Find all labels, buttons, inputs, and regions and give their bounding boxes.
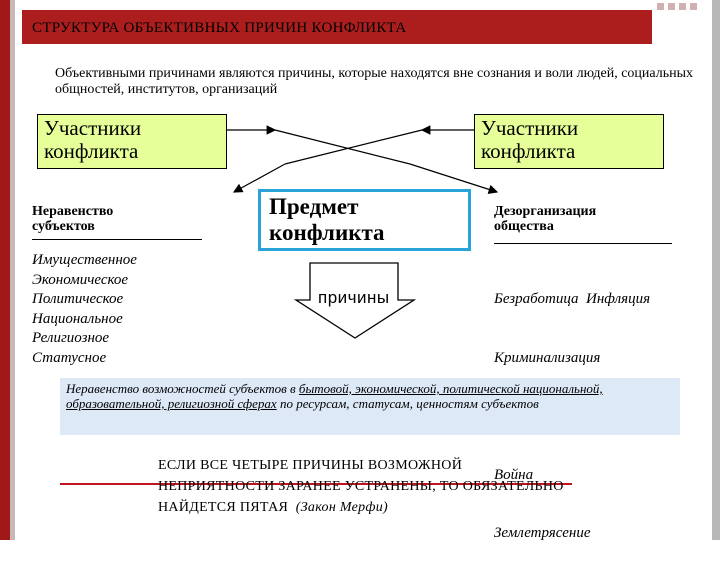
intro-text: Объективными причинами являются причины, которые находятся вне сознания и воли людей, социальных общностей, институтов, организаций xyxy=(55,66,694,97)
inequality-list xyxy=(32,251,137,368)
murphy-line3-wrap xyxy=(158,497,698,518)
inequality-underline xyxy=(32,239,202,240)
murphy-source: (Закон Мерфи) xyxy=(295,500,388,515)
participants-right-box xyxy=(474,114,664,169)
participants-left-line2: конфликта xyxy=(44,139,139,163)
murphy-line2: НЕПРИЯТНОСТИ ЗАРАНЕЕ УСТРАНЕНЫ, ТО ОБЯЗАТЕЛЬНО xyxy=(158,479,564,494)
participants-left-box xyxy=(37,114,227,169)
inequality-heading xyxy=(32,204,113,234)
murphy-law xyxy=(158,455,698,518)
inequality-heading-line1: Неравенство xyxy=(32,204,114,219)
disorganization-heading-line2: общества xyxy=(494,219,554,234)
list-item: Национальное xyxy=(32,310,123,327)
inequality-heading-line2: субъектов xyxy=(32,219,95,234)
note-part3: по ресурсам, статусам, ценностям субъектов xyxy=(276,396,539,411)
slide-title: СТРУКТУРА ОБЪЕКТИВНЫХ ПРИЧИН КОНФЛИКТА xyxy=(32,20,407,36)
list-item: Криминализация xyxy=(494,349,601,366)
disorganization-underline xyxy=(494,243,672,244)
disorganization-heading xyxy=(494,204,596,234)
disorganization-heading-line1: Дезорганизация xyxy=(494,204,597,219)
list-item: Землетрясение xyxy=(494,525,591,541)
murphy-line1: ЕСЛИ ВСЕ ЧЕТЫРЕ ПРИЧИНЫ ВОЗМОЖНОЙ xyxy=(158,458,463,473)
list-item: Экономическое xyxy=(32,271,129,288)
list-item: Статусное xyxy=(32,349,107,366)
note-part1: Неравенство возможностей субъектов в xyxy=(66,381,299,396)
subject-line2: конфликта xyxy=(269,220,385,245)
murphy-line3: НАЙДЕТСЯ ПЯТАЯ xyxy=(158,500,289,515)
note-part2: бытовой, экономической, политической национальной, образовательной, религиозной сферах xyxy=(66,381,603,411)
inequality-note xyxy=(60,378,680,435)
list-item: Имущественное xyxy=(32,252,137,268)
participants-right-line1: Участники xyxy=(481,116,579,140)
list-item: Война xyxy=(494,466,534,483)
list-item: Политическое xyxy=(32,291,124,307)
list-item: Безработица Инфляция xyxy=(494,291,651,307)
list-item: Религиозное xyxy=(32,330,110,346)
subject-line1: Предмет xyxy=(269,194,359,219)
subject-box xyxy=(258,189,471,251)
causes-arrow-label: причины xyxy=(318,288,390,307)
participants-right-line2: конфликта xyxy=(481,139,576,163)
participants-left-line1: Участники xyxy=(44,116,142,140)
